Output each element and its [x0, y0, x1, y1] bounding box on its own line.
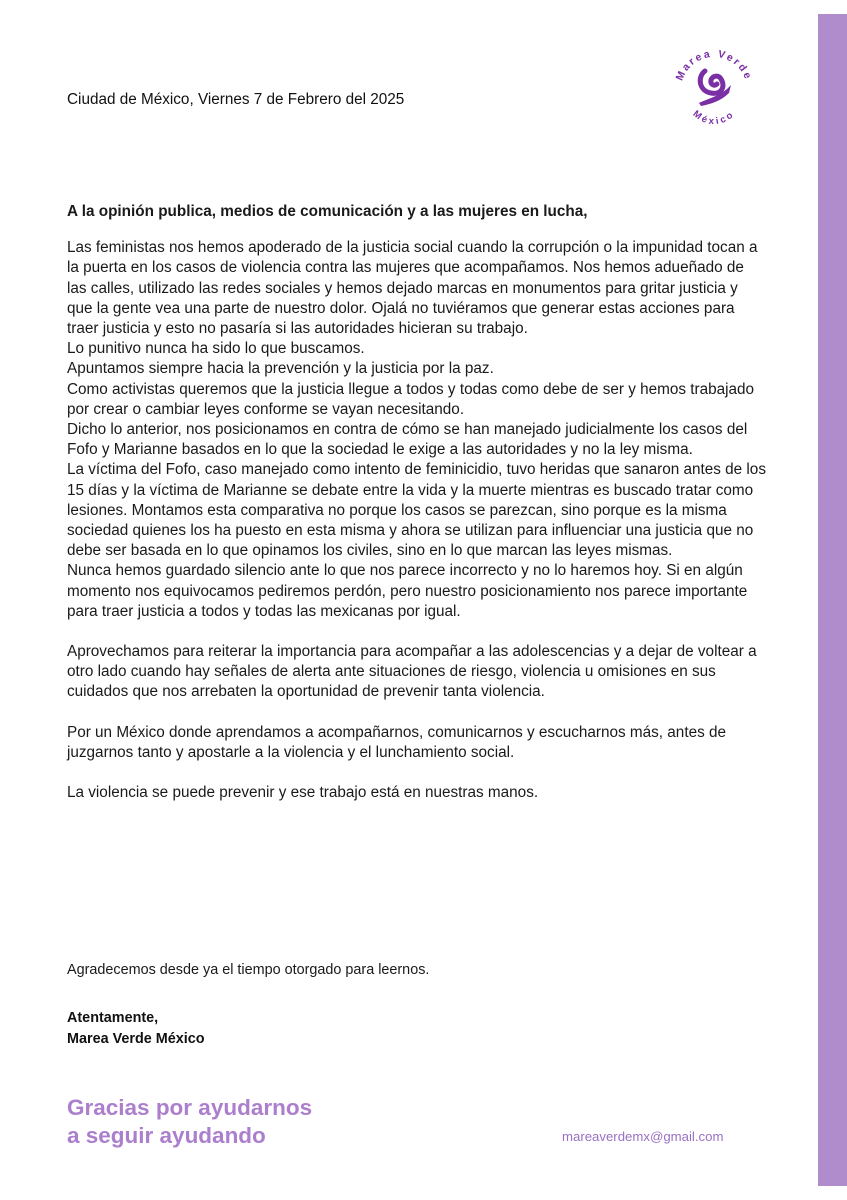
letter-paragraph: La violencia se puede prevenir y ese trabajo está en nuestras manos.	[67, 784, 539, 802]
letter-paragraph: Nunca hemos guardado silencio ante lo que nos parece incorrecto y no lo haremos hoy. Si en algún momento nos equivocamos pediremos perdón, pero nuestro posicionamiento nos parece importante para traer justicia a todos y todas las mexicanas por igual.	[67, 562, 748, 620]
salutation: A la opinión publica, medios de comunicación y a las mujeres en lucha,	[67, 203, 588, 220]
logo-bottom-text: México	[690, 108, 738, 128]
marea-verde-logo	[669, 43, 759, 133]
letter-paragraph: Dicho lo anterior, nos posicionamos en contra de cómo se han manejado judicialmente los casos del Fofo y Marianne basados en lo que la sociedad le exige a las autoridades y no la ley misma.	[67, 421, 748, 459]
date-line: Ciudad de México, Viernes 7 de Febrero del 2025	[67, 91, 405, 108]
tagline-line-2: a seguir ayudando	[67, 1123, 266, 1148]
letter-paragraph: Lo punitivo nunca ha sido lo que buscamos.	[67, 340, 365, 358]
logo-top-text: Marea Verde	[673, 47, 755, 83]
regards-line: Atentamente,	[67, 1010, 159, 1026]
svg-text:México	[691, 108, 738, 127]
thanks-line: Agradecemos desde ya el tiempo otorgado para leernos.	[67, 962, 430, 978]
letter-paragraph: Apuntamos siempre hacia la prevención y la justicia por la paz.	[67, 360, 494, 378]
signature-name: Marea Verde México	[67, 1031, 205, 1047]
letter-paragraph: Las feministas nos hemos apoderado de la justicia social cuando la corrupción o la impunidad tocan a la puerta en los casos de violencia contra las mujeres que acompañamos. Nos hemos adueñado de las calles, utilizado las redes sociales y hemos dejado marcas en monumentos para gritar justicia y que la gente vea una parte de nuestro dolor. Ojalá no tuviéramos que generar estas acciones para traer justicia y esto no pasaría si las autoridades hicieran su trabajo.	[67, 239, 758, 338]
letter-paragraph: Por un México donde aprendamos a acompañarnos, comunicarnos y escucharnos más, antes de juzgarnos tanto y apostarle a la violencia y el lunchamiento social.	[67, 723, 726, 761]
signature-block	[67, 1008, 205, 1050]
contact-email: mareaverdemx@gmail.com	[562, 1129, 724, 1144]
decorative-side-bar	[818, 14, 847, 1186]
letter-paragraph: Como activistas queremos que la justicia llegue a todos y todas como debe de ser y hemos trabajado por crear o cambiar leyes conforme se vayan necesitando.	[67, 380, 755, 418]
footer-tagline	[67, 1094, 312, 1150]
tagline-line-1: Gracias por ayudarnos	[67, 1095, 313, 1120]
wave-pen-icon	[669, 43, 759, 133]
letter-body	[67, 202, 767, 803]
letter-paragraph: Aprovechamos para reiterar la importancia para acompañar a las adolescencias y a dejar de voltear a otro lado cuando hay señales de alerta ante situaciones de riesgo, violencia u omisiones en sus cuidados que nos arrebaten la oportunidad de prevenir tanta violencia.	[67, 643, 757, 701]
letter-paragraph: La víctima del Fofo, caso manejado como intento de feminicidio, tuvo heridas que sanaron antes de los 15 días y la víctima de Marianne se debate entre la vida y la muerte mientras es buscado tratar como lesiones. Montamos esta comparativa no porque los casos se parezcan, sino porque es la misma sociedad quienes los ha puesto en esta misma y ahora se utilizan para influenciar una justicia que no debe ser basada en lo que opinamos los civiles, sino en lo que marcan las leyes mismas.	[67, 461, 766, 560]
